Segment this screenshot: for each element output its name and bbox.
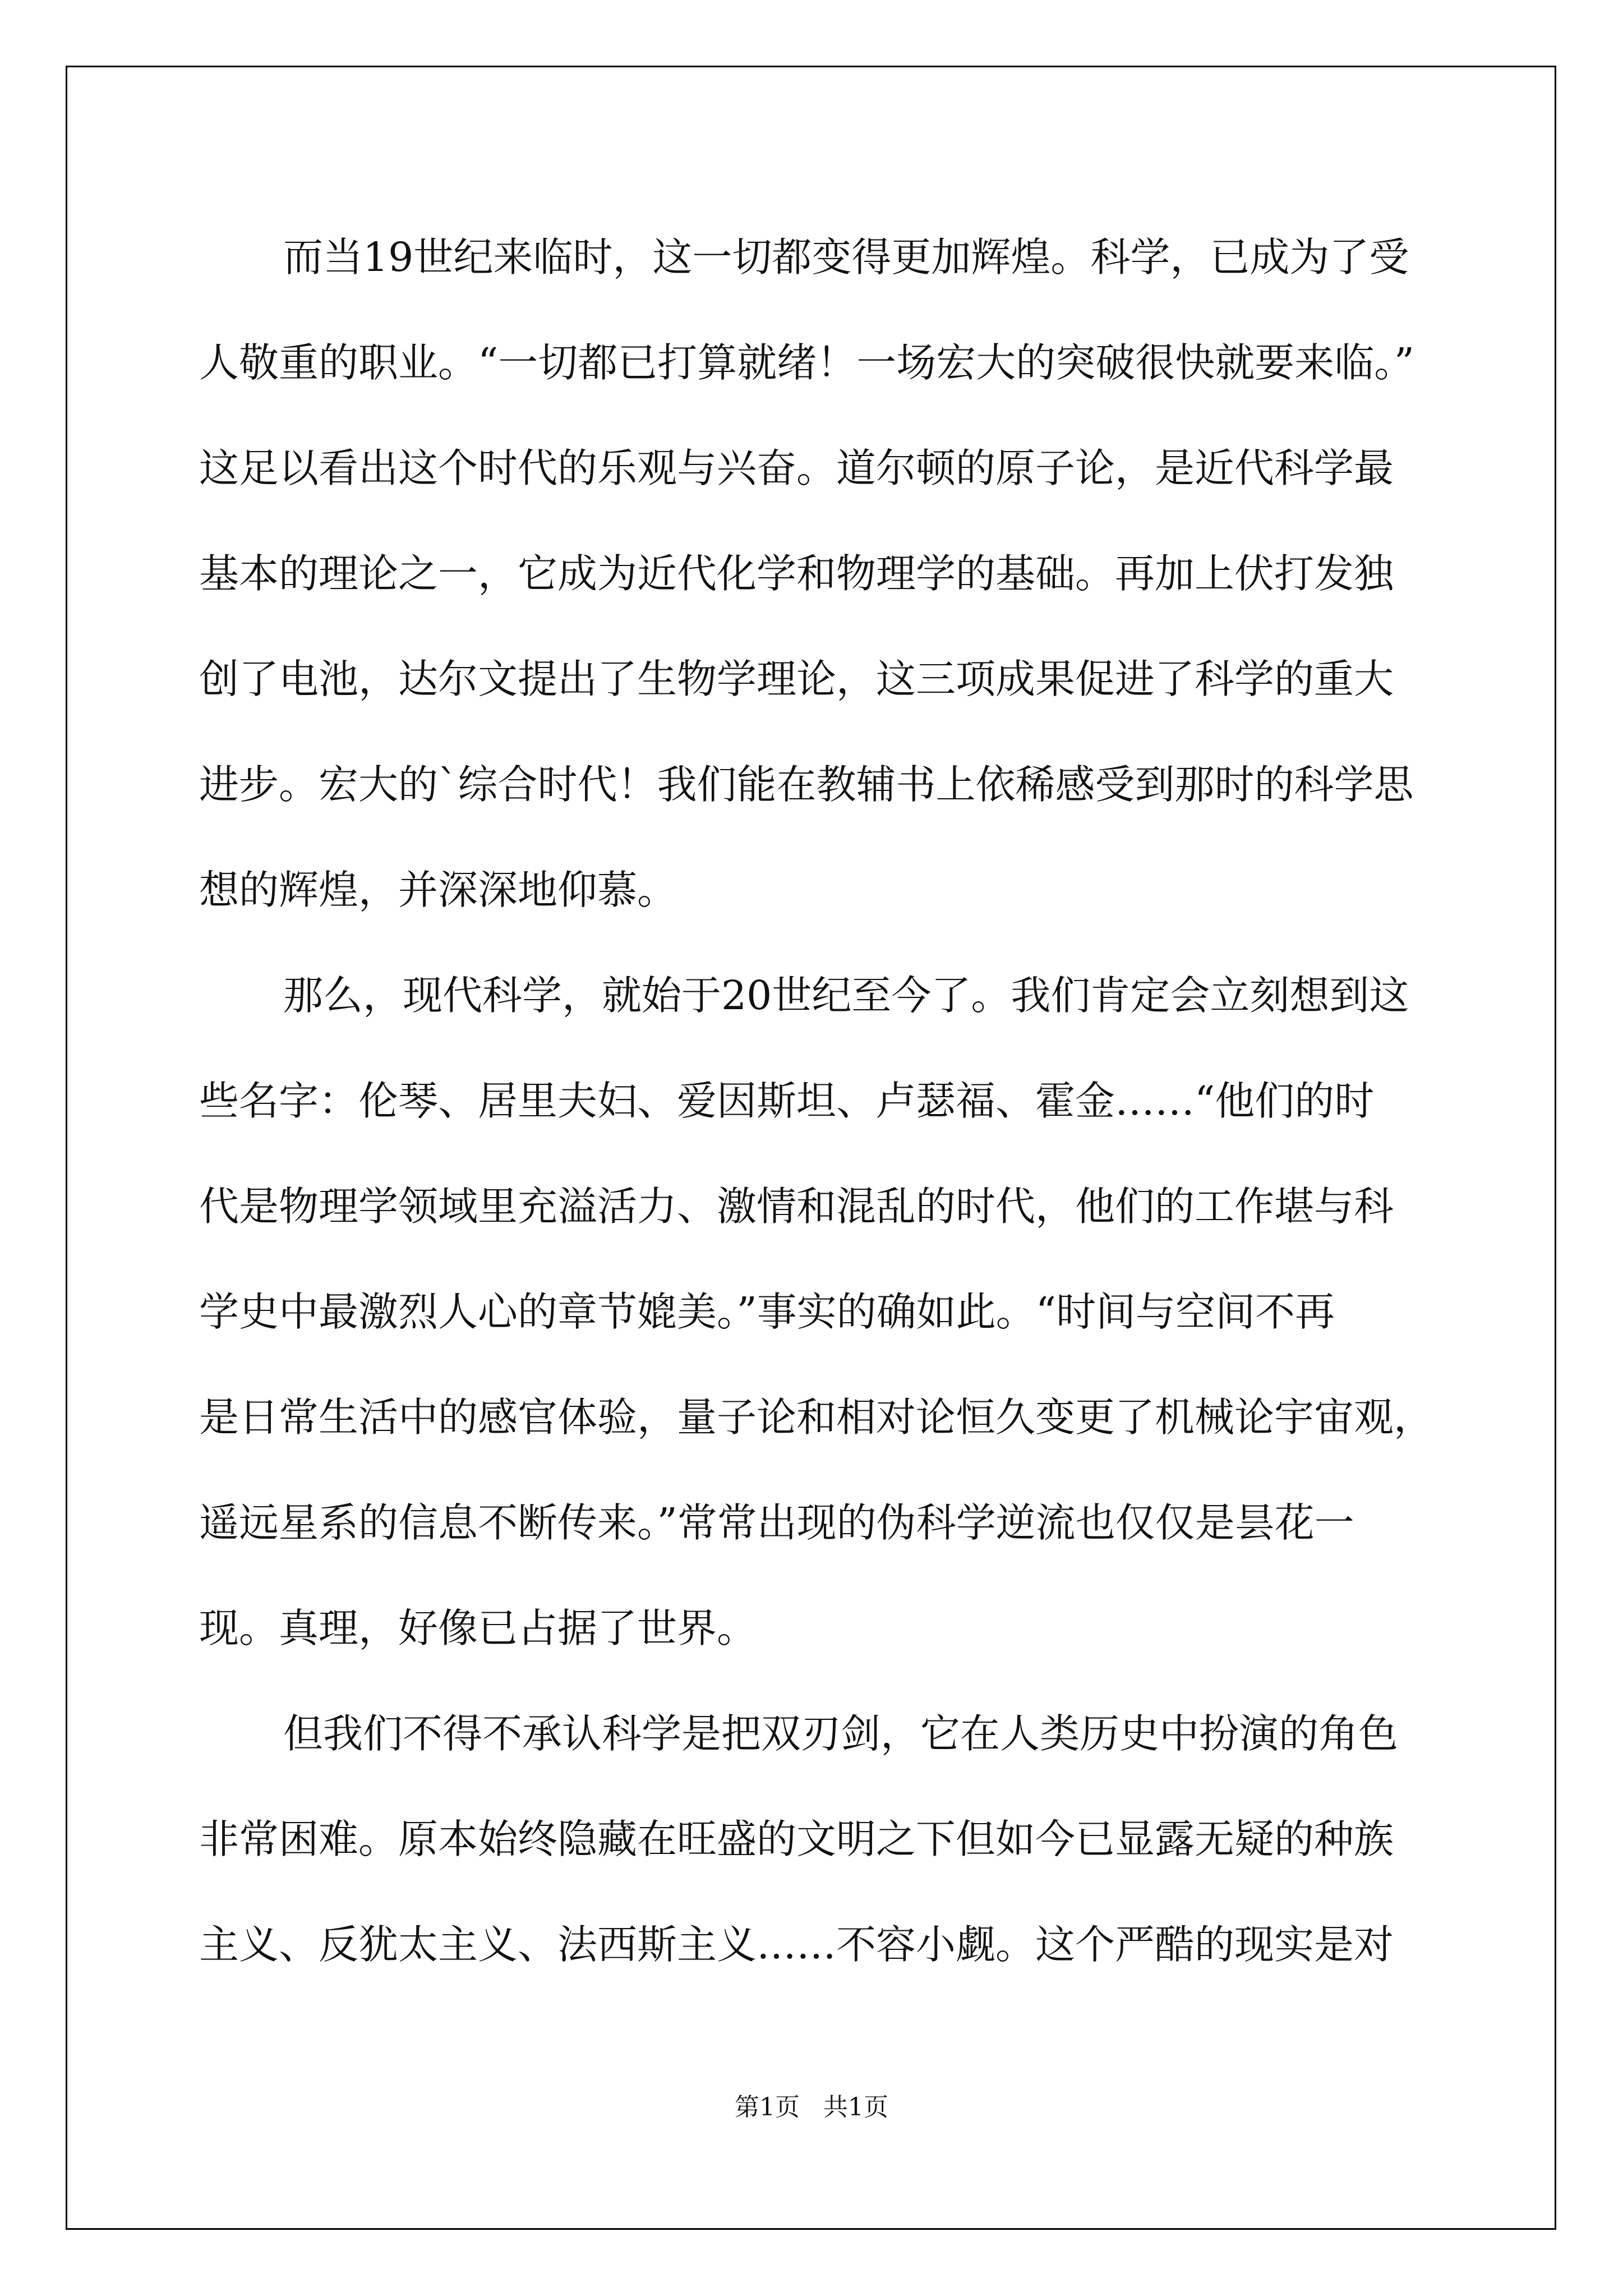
paragraph-1-line-1: 而当19世纪来临时，这一切都变得更加辉煌。科学，已成为了受 xyxy=(283,234,1409,280)
paragraph-3-line-1: 但我们不得不承认科学是把双刃剑，它在人类历史中扮演的角色 xyxy=(283,1710,1399,1757)
paragraph-2-line-2: 些名字：伦琴、居里夫妇、爱因斯坦、卢瑟福、霍金……“他们的时 xyxy=(199,1078,1375,1124)
paragraph-1-line-4: 基本的理论之一，它成为近代化学和物理学的基础。再加上伏打发独 xyxy=(199,550,1394,597)
paragraph-1-line-3: 这足以看出这个时代的乐观与兴奋。道尔顿的原子论，是近代科学最 xyxy=(199,445,1394,491)
paragraph-1-line-5: 创了电池，达尔文提出了生物学理论，这三项成果促进了科学的重大 xyxy=(199,656,1394,702)
paragraph-2-line-5: 是日常生活中的感官体验，量子论和相对论恒久变更了机械论宇宙观， xyxy=(199,1394,1434,1441)
paragraph-2-line-6: 遥远星系的信息不断传来。”常常出现的伪科学逆流也仅仅是昙花一 xyxy=(199,1499,1354,1546)
paragraph-2-line-4: 学史中最激烈人心的章节媲美。”事实的确如此。“时间与空间不再 xyxy=(199,1289,1335,1335)
paragraph-1-line-2: 人敬重的职业。“一切都已打算就绪！一场宏大的突破很快就要来临。” xyxy=(199,339,1415,386)
paragraph-2-line-3: 代是物理学领域里充溢活力、激情和混乱的时代，他们的工作堪与科 xyxy=(199,1183,1394,1230)
page-number: 第1页 xyxy=(735,2093,800,2122)
page-footer xyxy=(0,2087,1623,2123)
paragraph-3-line-3: 主义、反犹太主义、法西斯主义……不容小觑。这个严酷的现实是对 xyxy=(199,1921,1394,1968)
paragraph-2-line-7: 现。真理，好像已占据了世界。 xyxy=(199,1605,757,1651)
paragraph-1-line-6: 进步。宏大的`综合时代！我们能在教辅书上依稀感受到那时的科学思 xyxy=(199,761,1414,808)
document-body xyxy=(199,205,1438,1998)
paragraph-2-line-1: 那么，现代科学，就始于20世纪至今了。我们肯定会立刻想到这 xyxy=(283,972,1409,1019)
paragraph-1-line-7: 想的辉煌，并深深地仰慕。 xyxy=(199,867,677,913)
paragraph-3-line-2: 非常困难。原本始终隐藏在旺盛的文明之下但如今已显露无疑的种族 xyxy=(199,1816,1394,1862)
page-total: 共1页 xyxy=(823,2093,888,2122)
